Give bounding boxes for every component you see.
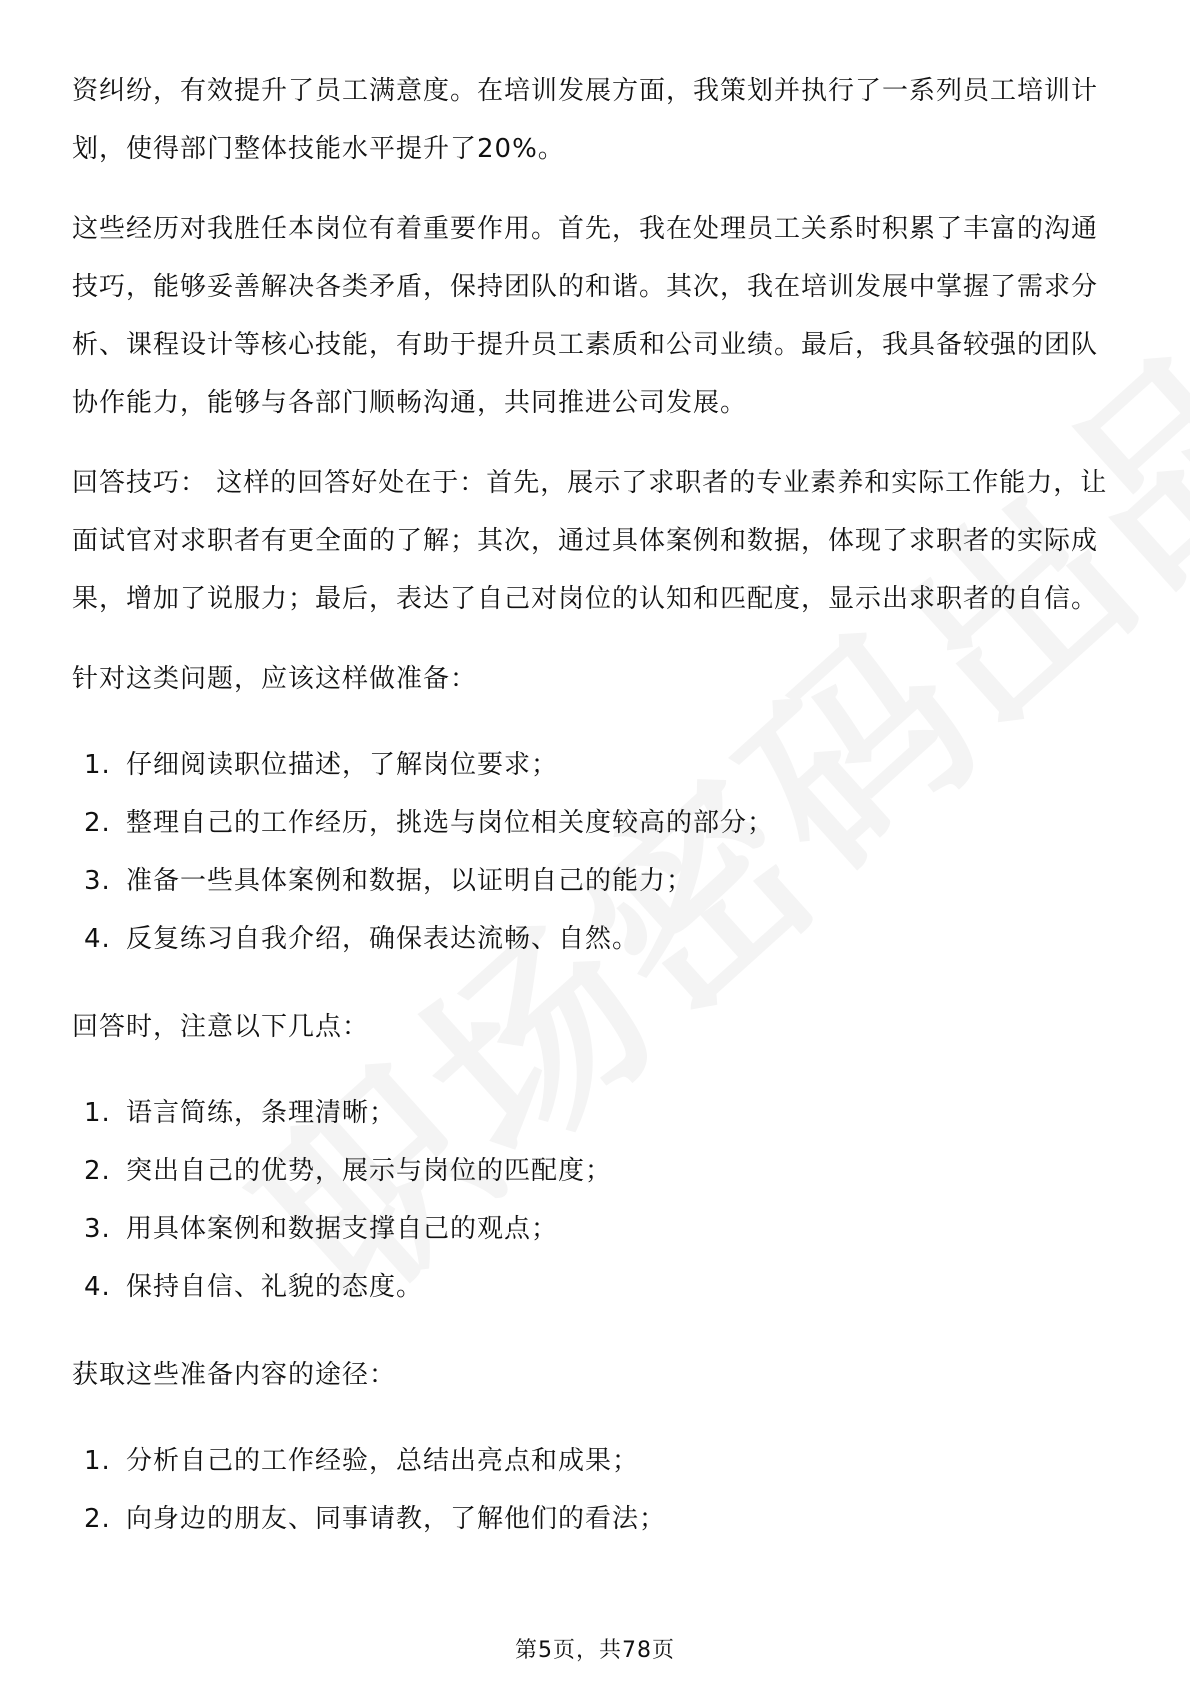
paragraph-answer-tips: 回答技巧： 这样的回答好处在于：首先，展示了求职者的专业素养和实际工作能力，让面试官对求职者有更全面的了解；其次，通过具体案例和数据，体现了求职者的实际成果，增加了说服力；最后，表达了自己对岗位的认知和匹配度，显示出求职者的自信。 xyxy=(72,468,1108,614)
list-number: 2. xyxy=(84,1504,111,1534)
list-text: 突出自己的优势，展示与岗位的匹配度； xyxy=(126,1156,613,1186)
sources-heading: 获取这些准备内容的途径： xyxy=(72,1360,397,1390)
list-item xyxy=(84,1084,1122,1142)
prep-heading: 针对这类问题，应该这样做准备： xyxy=(72,664,478,694)
list-item xyxy=(84,1432,1122,1490)
list-item xyxy=(84,1490,1122,1548)
list-text: 整理自己的工作经历，挑选与岗位相关度较高的部分； xyxy=(126,808,775,838)
list-number: 1. xyxy=(84,1098,111,1128)
list-text: 保持自信、礼貌的态度。 xyxy=(126,1272,424,1302)
list-item xyxy=(84,794,1122,852)
list-text: 准备一些具体案例和数据，以证明自己的能力； xyxy=(126,866,694,896)
list-text: 反复练习自我介绍，确保表达流畅、自然。 xyxy=(126,924,640,954)
prep-list xyxy=(72,736,1122,968)
list-number: 4. xyxy=(84,924,111,954)
list-item xyxy=(84,852,1122,910)
list-number: 1. xyxy=(84,1446,111,1476)
page-footer: 第5页，共78页 xyxy=(515,1638,675,1663)
list-number: 2. xyxy=(84,808,111,838)
list-item xyxy=(84,1200,1122,1258)
paragraph-1: 资纠纷，有效提升了员工满意度。在培训发展方面，我策划并执行了一系列员工培训计划，使得部门整体技能水平提升了20%。 xyxy=(72,76,1099,164)
list-number: 3. xyxy=(84,866,111,896)
list-item xyxy=(84,736,1122,794)
list-text: 分析自己的工作经验，总结出亮点和成果； xyxy=(126,1446,640,1476)
answer-heading: 回答时，注意以下几点： xyxy=(72,1012,370,1042)
list-text: 向身边的朋友、同事请教，了解他们的看法； xyxy=(126,1504,667,1534)
list-number: 2. xyxy=(84,1156,111,1186)
answer-list xyxy=(72,1084,1122,1316)
list-text: 用具体案例和数据支撑自己的观点； xyxy=(126,1214,559,1244)
list-number: 4. xyxy=(84,1272,111,1302)
sources-list xyxy=(72,1432,1122,1548)
list-item xyxy=(84,1142,1122,1200)
list-text: 语言简练，条理清晰； xyxy=(126,1098,397,1128)
list-item xyxy=(84,1258,1122,1316)
list-number: 3. xyxy=(84,1214,111,1244)
paragraph-2: 这些经历对我胜任本岗位有着重要作用。首先，我在处理员工关系时积累了丰富的沟通技巧，能够妥善解决各类矛盾，保持团队的和谐。其次，我在培训发展中掌握了需求分析、课程设计等核心技能，有助于提升员工素质和公司业绩。最后，我具备较强的团队协作能力，能够与各部门顺畅沟通，共同推进公司发展。 xyxy=(72,214,1099,418)
list-text: 仔细阅读职位描述，了解岗位要求； xyxy=(126,750,559,780)
list-item xyxy=(84,910,1122,968)
document-page xyxy=(72,62,1122,1578)
list-number: 1. xyxy=(84,750,111,780)
